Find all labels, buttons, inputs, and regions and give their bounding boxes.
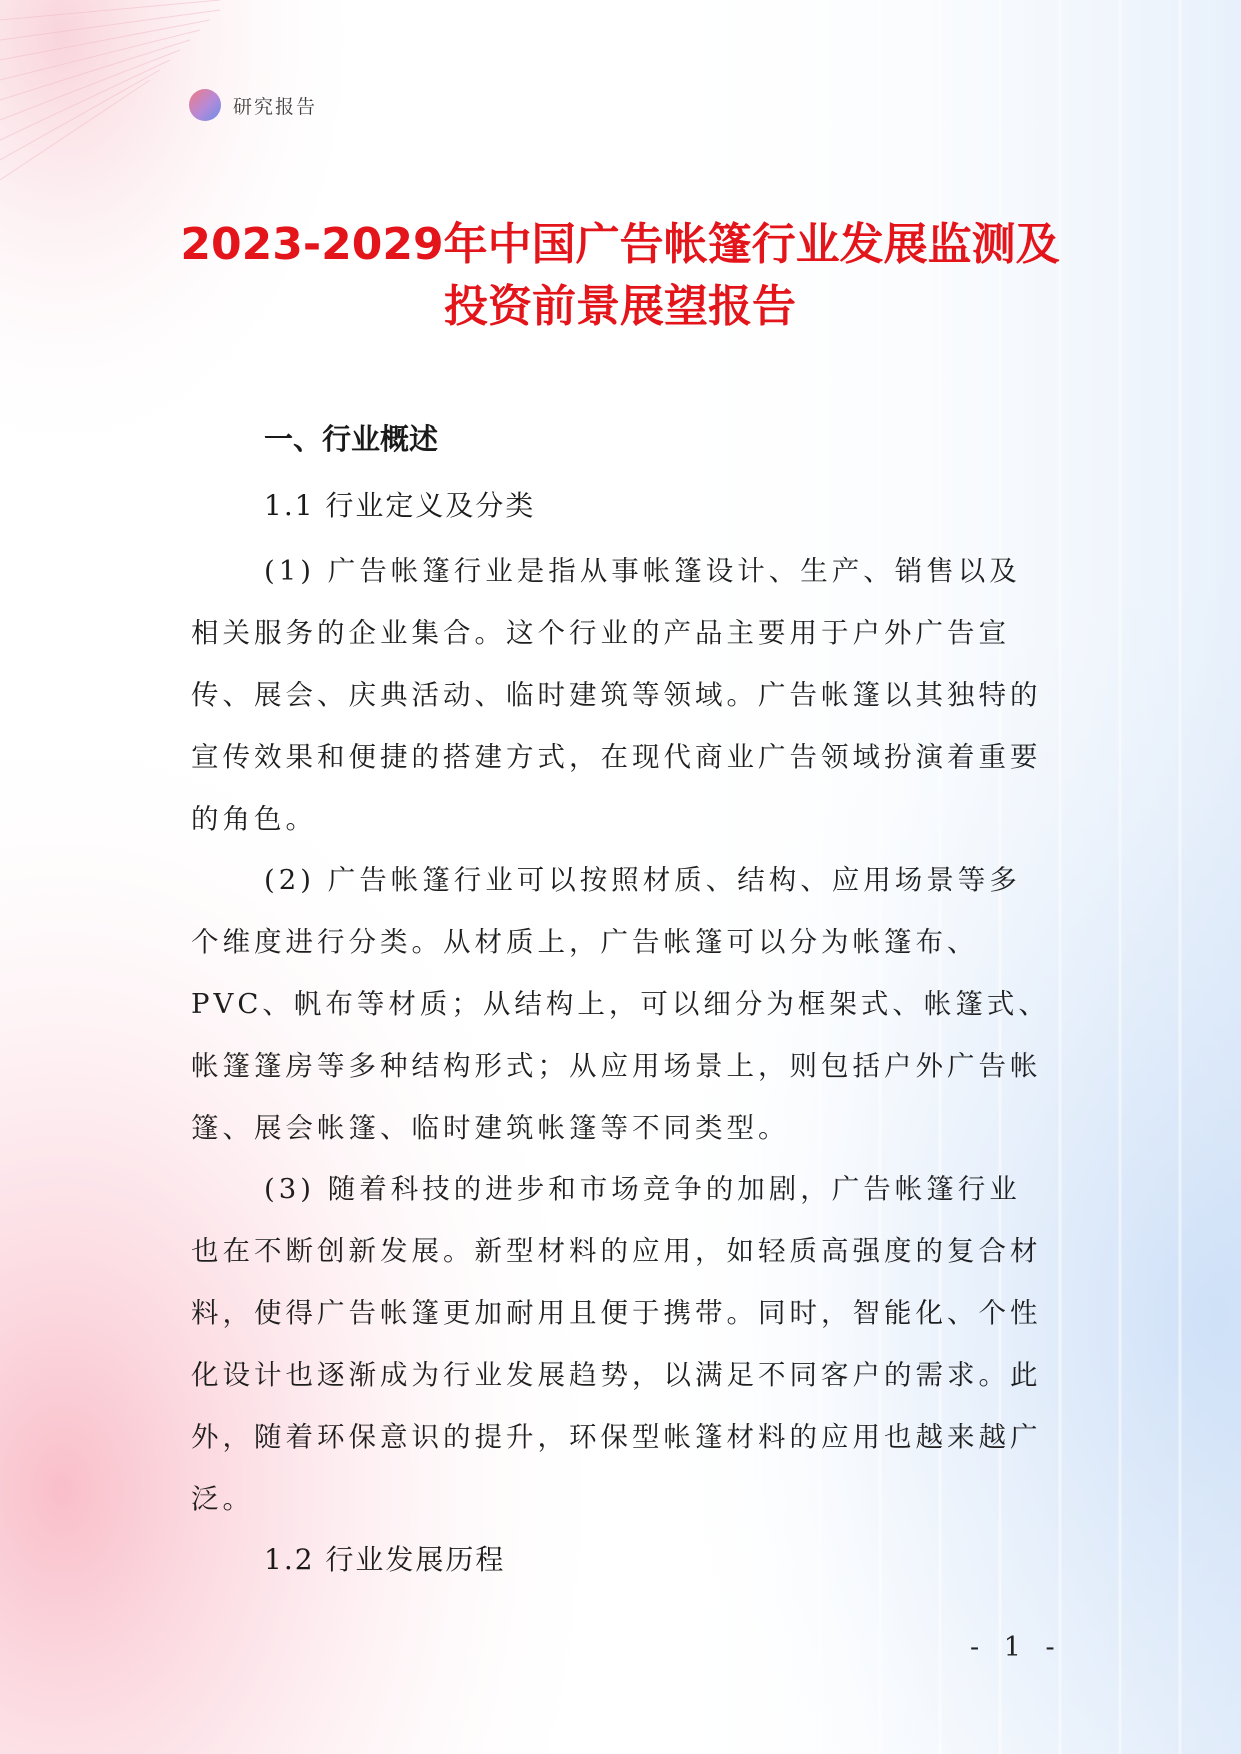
- section-heading: 一、行业概述: [264, 422, 439, 456]
- subsection-heading-1-2: 1.2 行业发展历程: [264, 1543, 506, 1576]
- document-title: [150, 214, 1090, 338]
- report-badge-label: 研究报告: [233, 95, 318, 118]
- paragraph-2: (2) 广告帐篷行业可以按照材质、结构、应用场景等多个维度进行分类。从材质上，广告帐篷可以分为帐篷布、PVC、帆布等材质；从结构上，可以细分为框架式、帐篷式、帐篷篷房等多种结构形式；从应用场景上，则包括户外广告帐篷、展会帐篷、临时建筑帐篷等不同类型。: [191, 864, 1050, 1144]
- report-badge: [189, 88, 317, 122]
- circle-logo-icon: [189, 89, 221, 121]
- paragraph-1: (1) 广告帐篷行业是指从事帐篷设计、生产、销售以及相关服务的企业集合。这个行业的产品主要用于户外广告宣传、展会、庆典活动、临时建筑等领域。广告帐篷以其独特的宣传效果和便捷的搭建方式，在现代商业广告领域扮演着重要的角色。: [191, 555, 1042, 835]
- paragraph-3: (3) 随着科技的进步和市场竞争的加剧，广告帐篷行业也在不断创新发展。新型材料的应用，如轻质高强度的复合材料，使得广告帐篷更加耐用且便于携带。同时，智能化、个性化设计也逐渐成为行业发展趋势，以满足不同客户的需求。此外，随着环保意识的提升，环保型帐篷材料的应用也越来越广泛。: [191, 1173, 1042, 1515]
- document-title-line-2: 投资前景展望报告: [444, 281, 796, 332]
- document-title-line-1: 2023-2029年中国广告帐篷行业发展监测及: [180, 219, 1060, 270]
- subsection-heading-1-1: 1.1 行业定义及分类: [264, 489, 536, 522]
- page-number: - 1 -: [970, 1632, 1063, 1663]
